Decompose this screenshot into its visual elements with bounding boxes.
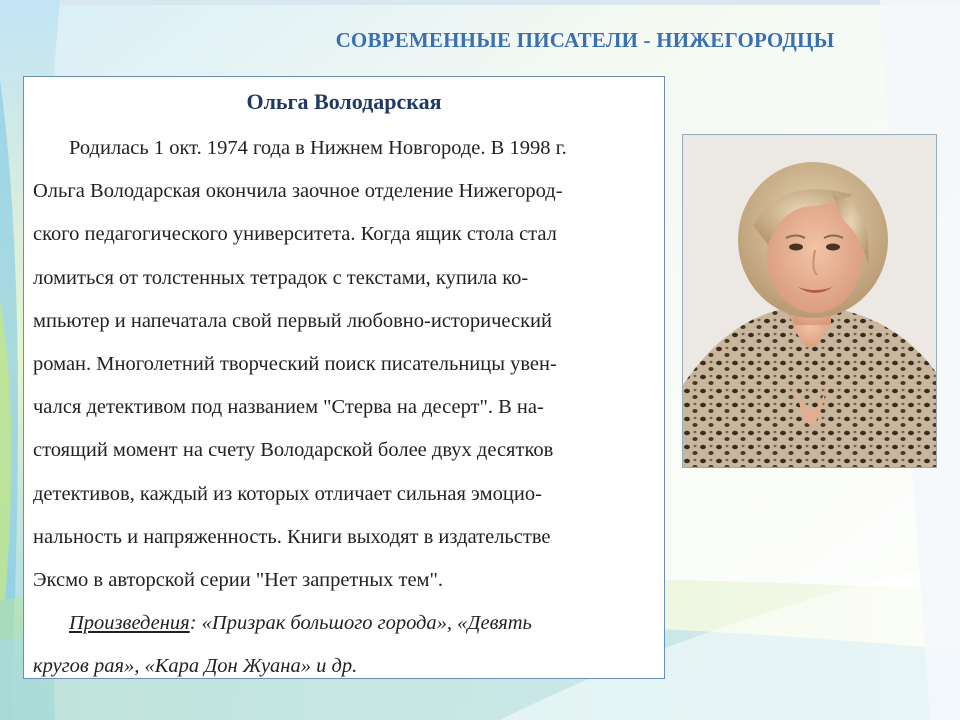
bio-line: детективов, каждый из которых отличает сильная эмоцио- — [33, 482, 542, 505]
works-list-start: : «Призрак большого города», «Девять — [189, 612, 532, 635]
bio-line: мпьютер и напечатала свой первый любовно-исторический — [33, 309, 552, 332]
biography-box — [23, 76, 665, 679]
bio-line: Родилась 1 окт. 1974 года в Нижнем Новгороде. В 1998 г. — [69, 137, 567, 159]
slide-title: СОВРЕМЕННЫЕ ПИСАТЕЛИ - НИЖЕГОРОДЦЫ — [335, 28, 835, 52]
bio-line: стоящий момент на счету Володарской более двух десятков — [33, 439, 554, 462]
works-label: Произведения — [69, 612, 190, 635]
bio-line: Эксмо в авторской серии "Нет запретных тем". — [33, 568, 444, 591]
portrait-image — [683, 135, 937, 468]
author-photo — [682, 134, 937, 468]
biography-text — [33, 127, 657, 688]
works-line: кругов рая», «Кара Дон Жуана» и др. — [33, 655, 358, 678]
bio-line: ломиться от толстенных тетрадок с текстами, купила ко- — [33, 266, 529, 289]
bio-line: ского педагогического университета. Когда ящик стола стал — [33, 223, 557, 246]
author-name: Ольга Володарская — [246, 89, 442, 114]
bio-line: роман. Многолетний творческий поиск писательницы увен- — [33, 352, 557, 375]
works-line — [33, 602, 657, 645]
bio-line: Ольга Володарская окончила заочное отделение Нижегород- — [33, 180, 563, 203]
bio-line: чался детективом под названием "Стерва на десерт". В на- — [33, 396, 544, 419]
bio-line: нальность и напряженность. Книги выходят в издательстве — [33, 525, 551, 548]
